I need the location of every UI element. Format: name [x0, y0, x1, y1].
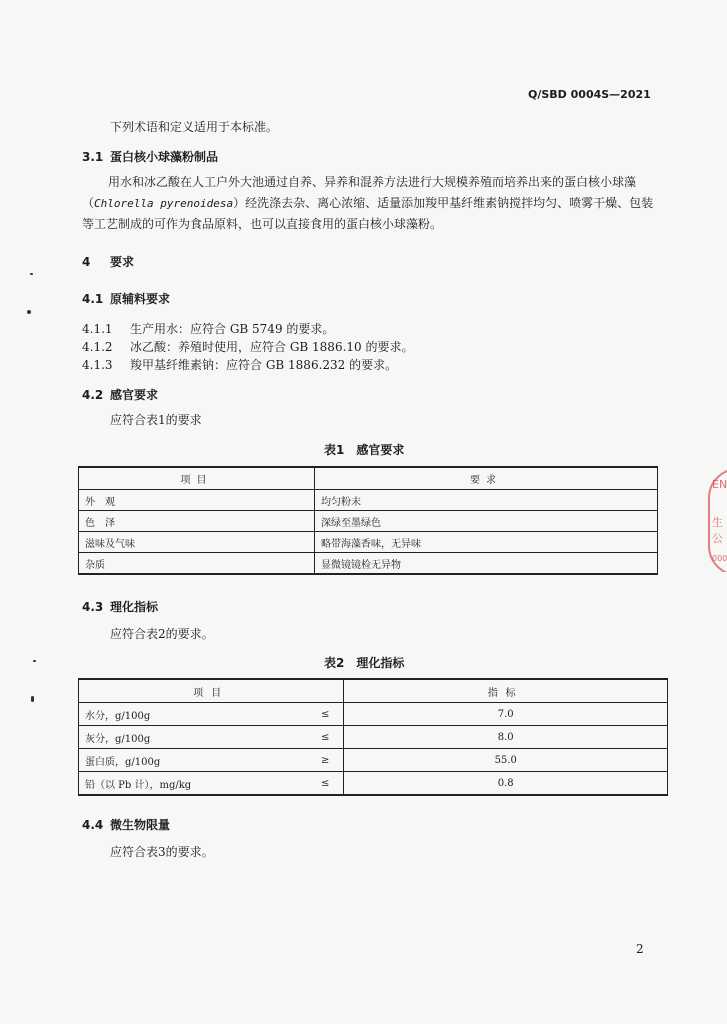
scan-mark [33, 660, 36, 662]
table-row [79, 511, 658, 532]
column-header: 指标 [344, 679, 668, 703]
section-4-4-text: 应符合表3的要求。 [110, 845, 214, 859]
table-cell: 均匀粉末 [315, 490, 658, 511]
seal-text: 公 [712, 532, 723, 545]
table-cell: 8.0 [344, 726, 668, 749]
table-cell: 略带海藻香味，无异味 [315, 532, 658, 553]
seal-text: 000 [712, 554, 727, 563]
table-row [79, 490, 658, 511]
column-header: 项目 [79, 679, 344, 703]
section-4-3-heading [82, 598, 158, 615]
page-number: 2 [636, 942, 644, 956]
table-cell: 55.0 [344, 749, 668, 772]
table-cell: 外 观 [79, 490, 315, 511]
table-row [79, 726, 668, 749]
section-number: 4.3 [82, 600, 104, 614]
table-row [79, 772, 668, 796]
section-number: 4 [82, 255, 91, 269]
table-header-row [79, 679, 668, 703]
scan-mark [31, 696, 34, 702]
comparison-symbol: ≤ [315, 772, 344, 796]
clause-text: 冰乙酸：养殖时使用，应符合 GB 1886.10 的要求。 [130, 340, 414, 354]
table-cell: 铅（以 Pb 计），mg/kg [79, 772, 316, 796]
section-title: 理化指标 [110, 600, 159, 614]
clause-text: 羧甲基纤维素钠：应符合 GB 1886.232 的要求。 [130, 358, 398, 372]
clause-text: 生产用水：应符合 GB 5749 的要求。 [130, 322, 335, 336]
table-2-caption: 表2 理化指标 [324, 656, 405, 670]
table-2-physicochemical [78, 678, 668, 796]
clause-number: 4.1.1 [82, 322, 113, 336]
clause-number: 4.1.3 [82, 358, 113, 372]
clause-4-1-2 [82, 338, 413, 355]
column-header: 项目 [79, 467, 315, 490]
latin-name: Chlorella pyrenoidesa [94, 197, 234, 210]
table-header-row [79, 467, 658, 490]
column-header: 要求 [315, 467, 658, 490]
table-row [79, 749, 668, 772]
table-cell: 7.0 [344, 703, 668, 726]
section-title: 感官要求 [110, 388, 159, 402]
seal-text: 生 [712, 516, 723, 529]
clause-4-1-1 [82, 320, 334, 337]
para-text-b: ）经洗涤去杂、离心浓缩、适量添加羧甲基纤维素钠搅拌均匀、喷雾干燥、包装等工艺制成的可作为食品原料，也可以直接食用的蛋白核小球藻粉。 [82, 196, 654, 231]
section-4-1-heading [82, 290, 170, 307]
table-row [79, 703, 668, 726]
section-title: 原辅料要求 [110, 292, 171, 306]
table-cell: 滋味及气味 [79, 532, 315, 553]
table-cell: 灰分，g/100g [79, 726, 316, 749]
table-cell: 蛋白质，g/100g [79, 749, 316, 772]
scan-mark [30, 273, 33, 275]
table-cell: 杂质 [79, 553, 315, 575]
section-title: 微生物限量 [110, 818, 171, 832]
section-4-3-text: 应符合表2的要求。 [110, 627, 214, 641]
section-3-1-heading [82, 148, 218, 165]
section-4-4-heading [82, 816, 170, 833]
table-cell: 显微镜镜检无异物 [315, 553, 658, 575]
section-number: 4.2 [82, 388, 104, 402]
section-title: 要求 [110, 255, 135, 269]
clause-number: 4.1.2 [82, 340, 113, 354]
section-title: 蛋白核小球藻粉制品 [110, 150, 219, 164]
table-cell: 色 泽 [79, 511, 315, 532]
section-number: 4.4 [82, 818, 104, 832]
clause-4-1-3 [82, 356, 397, 373]
seal-stamp [706, 468, 727, 572]
comparison-symbol: ≤ [315, 703, 344, 726]
para-text-a: 用水和冰乙酸在人工户外大池通过自养、异养和混养方法进行大规模养殖而培养出来的蛋白核小球藻（ [82, 175, 637, 210]
comparison-symbol: ≤ [315, 726, 344, 749]
section-4-heading [82, 253, 134, 270]
standard-code: Q/SBD 0004S—2021 [528, 88, 651, 101]
table-cell: 深绿至墨绿色 [315, 511, 658, 532]
table-1-caption: 表1 感官要求 [324, 443, 405, 457]
table-row [79, 553, 658, 575]
table-cell: 0.8 [344, 772, 668, 796]
scan-mark [27, 310, 31, 314]
table-cell: 水分，g/100g [79, 703, 316, 726]
section-number: 4.1 [82, 292, 104, 306]
section-4-2-text: 应符合表1的要求 [110, 413, 202, 427]
intro-text: 下列术语和定义适用于本标准。 [110, 120, 279, 134]
table-1-sensory [78, 466, 658, 575]
seal-text: EN [712, 478, 727, 491]
section-number: 3.1 [82, 150, 104, 164]
section-3-1-paragraph [82, 172, 662, 235]
section-4-2-heading [82, 386, 158, 403]
table-row [79, 532, 658, 553]
comparison-symbol: ≥ [315, 749, 344, 772]
